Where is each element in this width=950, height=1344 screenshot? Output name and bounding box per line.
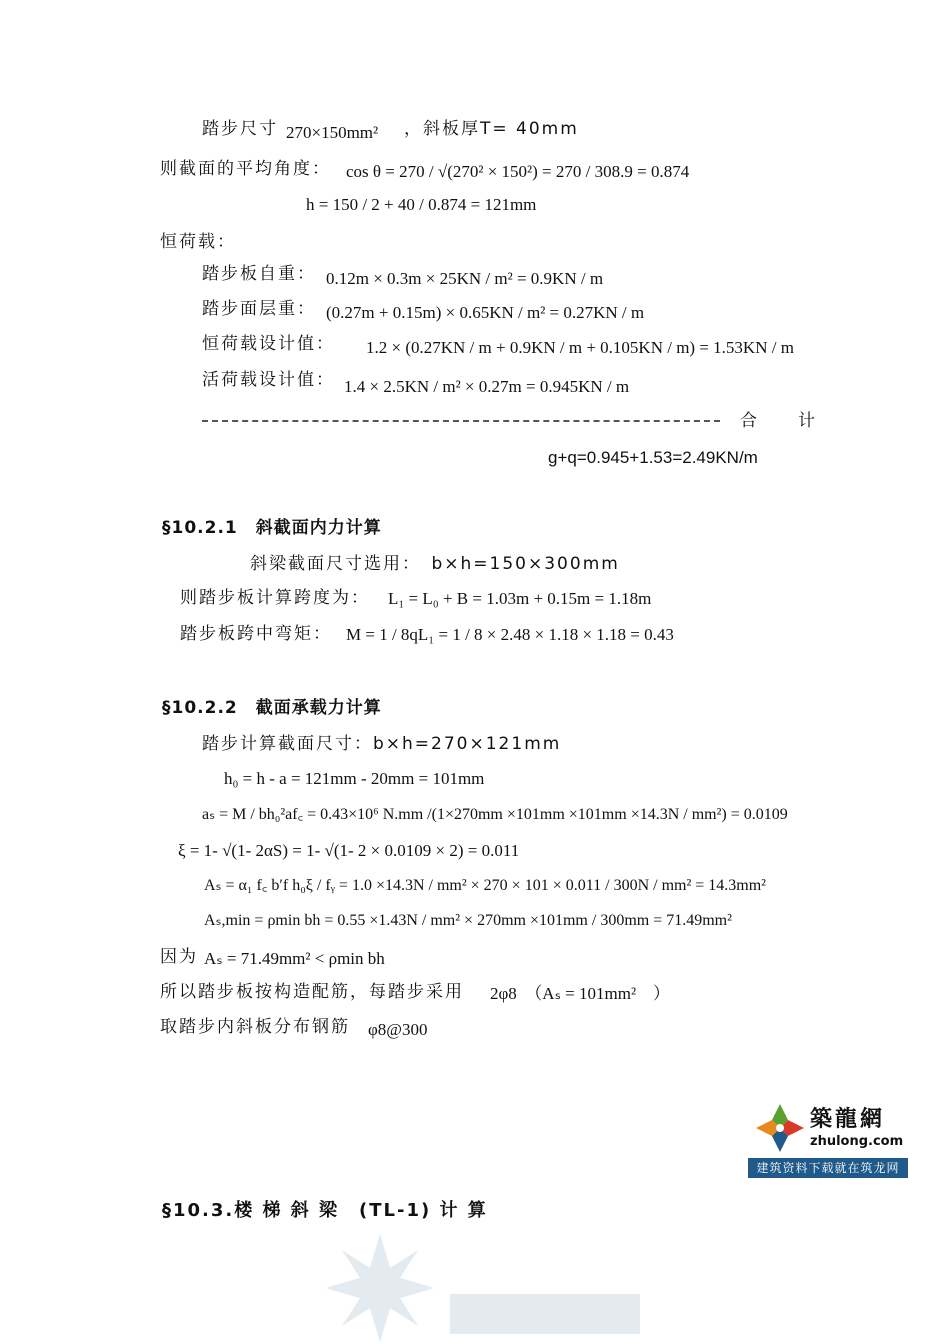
tread-size-label: 踏步尺寸 bbox=[202, 119, 278, 139]
span-label: 则踏步板计算跨度为： bbox=[180, 588, 370, 608]
surface-layer-formula: (0.27m + 0.15m) × 0.65KN / m² = 0.27KN / m bbox=[326, 303, 645, 322]
logo-name: 築龍網 bbox=[810, 1107, 886, 1132]
calc-section-size: 踏步计算截面尺寸：b×h=270×121mm bbox=[202, 734, 562, 754]
logo-site: zhulong.com bbox=[810, 1134, 904, 1149]
because-label: 因为 bbox=[160, 947, 198, 967]
steel-area-formula: Aₛ = α₁ f꜀ b′f h₀ξ / fᵧ = 1.0 ×14.3N / mm² × 270 × 101 × 0.011 / 300N / mm² = 14.3mm² bbox=[204, 877, 766, 894]
dead-load-design-label: 恒荷载设计值： bbox=[202, 334, 335, 354]
distribution-bar-value: φ8@300 bbox=[368, 1020, 428, 1039]
tread-size-value: 270×150mm² bbox=[286, 123, 379, 142]
reinforcement-value: 2φ8 （Aₛ = 101mm² ） bbox=[490, 984, 671, 1003]
span-formula: L₁ = L₀ + B = 1.03m + 0.15m = 1.18m bbox=[388, 589, 652, 608]
live-load-design-label: 活荷载设计值： bbox=[202, 370, 335, 390]
total-label: 合 计 bbox=[740, 411, 827, 431]
h0-formula: h₀ = h - a = 121mm - 20mm = 101mm bbox=[224, 769, 485, 788]
average-angle-formula: cos θ = 270 / √(270² × 150²) = 270 / 308.9 = 0.874 bbox=[346, 162, 690, 181]
beam-section-size: 斜梁截面尺寸选用： b×h=150×300mm bbox=[250, 554, 620, 574]
min-steel-area-formula: Aₛ,min = ρmin bh = 0.55 ×1.43N / mm² × 270mm ×101mm / 300mm = 71.49mm² bbox=[204, 912, 732, 929]
zhulong-logo-icon bbox=[754, 1102, 806, 1154]
section-heading-10-2-2: §10.2.2 截面承载力计算 bbox=[162, 698, 382, 718]
logo-slogan: 建筑资料下载就在筑龙网 bbox=[748, 1158, 908, 1178]
moment-label: 踏步板跨中弯矩： bbox=[180, 624, 332, 644]
distribution-bar-text: 取踏步内斜板分布钢筋 bbox=[160, 1017, 350, 1037]
tread-self-weight-formula: 0.12m × 0.3m × 25KN / m² = 0.9KN / m bbox=[326, 269, 604, 288]
dead-load-design-formula: 1.2 × (0.27KN / m + 0.9KN / m + 0.105KN / m) = 1.53KN / m bbox=[366, 338, 794, 357]
moment-formula: M = 1 / 8qL₁ = 1 / 8 × 2.48 × 1.18 × 1.18 = 0.43 bbox=[346, 625, 674, 644]
as-coefficient-formula: aₛ = M / bh₀²af꜀ = 0.43×10⁶ N.mm /(1×270mm ×101mm ×101mm ×14.3N / mm²) = 0.0109 bbox=[202, 806, 788, 823]
h-formula: h = 150 / 2 + 40 / 0.874 = 121mm bbox=[306, 195, 537, 214]
slab-thickness-text: ，斜板厚T= 40mm bbox=[404, 119, 579, 139]
section-heading-10-2-1: §10.2.1 斜截面内力计算 bbox=[162, 518, 382, 538]
dashed-divider bbox=[202, 420, 720, 422]
reinforcement-text: 所以踏步板按构造配筋，每踏步采用 bbox=[160, 982, 464, 1002]
section-heading-10-3: §10.3.楼 梯 斜 梁 (TL-1) 计 算 bbox=[162, 1200, 488, 1221]
dead-load-heading: 恒荷载： bbox=[160, 232, 236, 252]
surface-layer-label: 踏步面层重： bbox=[202, 299, 316, 319]
zhulong-logo bbox=[748, 1100, 908, 1178]
watermark-image bbox=[320, 1232, 650, 1344]
live-load-design-formula: 1.4 × 2.5KN / m² × 0.27m = 0.945KN / m bbox=[344, 377, 630, 396]
because-formula: Aₛ = 71.49mm² < ρmin bh bbox=[204, 949, 385, 968]
average-angle-label: 则截面的平均角度： bbox=[160, 159, 331, 179]
total-formula: g+q=0.945+1.53=2.49KN/m bbox=[548, 448, 758, 467]
xi-formula: ξ = 1- √(1- 2αS) = 1- √(1- 2 × 0.0109 × 2) = 0.011 bbox=[178, 841, 520, 860]
tread-self-weight-label: 踏步板自重： bbox=[202, 264, 316, 284]
